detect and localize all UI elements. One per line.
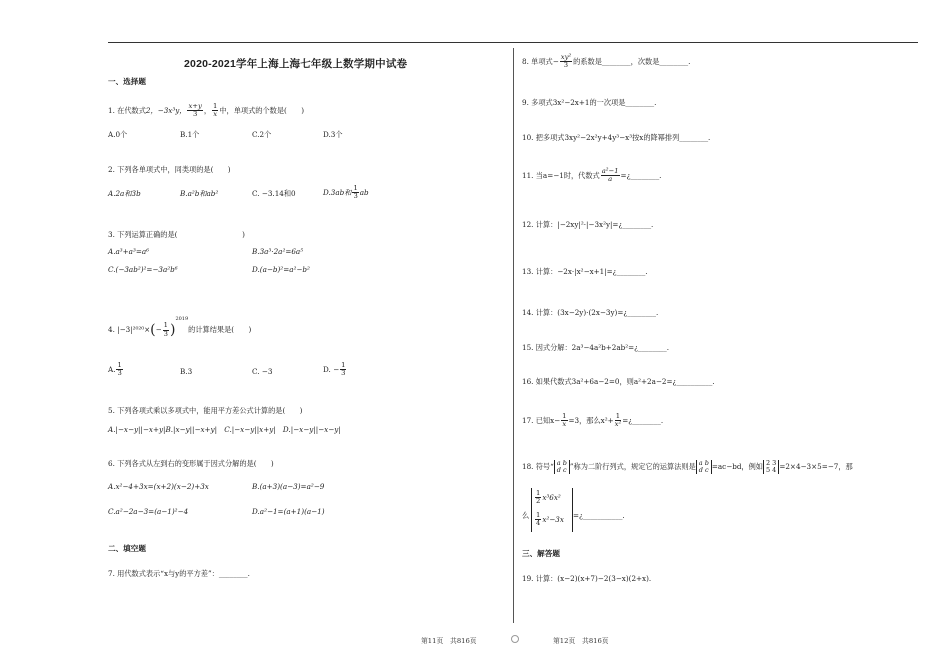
q1-prefix: 1. 在代数式: [108, 105, 146, 115]
question-15: 15. 因式分解：2a³−4a²b+2ab²=¿________.: [522, 343, 670, 352]
q18-example-row2: 5 4: [765, 465, 777, 474]
q18-det-row1-content: [534, 490, 561, 506]
q11-part1: 11. 当a=−1时，代数式: [522, 170, 600, 180]
section-heading-fill: 二、填空题: [108, 544, 146, 553]
q18-part3: =ac−bd，例如: [711, 461, 763, 471]
q2-option-a: A.2a和3b: [108, 189, 141, 198]
q18-part5: 么: [522, 511, 530, 520]
q1-frac1-den: 3: [192, 110, 198, 119]
q6-option-d: D.a²−1=(a+1)(a−1): [252, 507, 325, 516]
q4-frac-den: 3: [163, 329, 168, 338]
column-divider: [513, 48, 514, 623]
q1-suffix: 中，单项式的个数是( ): [219, 105, 305, 115]
q18-det-symbol: [554, 460, 570, 474]
q17-den1: x: [562, 420, 567, 429]
q2-d-part1: D.3ab和: [323, 187, 352, 197]
q1-frac-2: [212, 103, 218, 119]
q17-part3: =¿________.: [622, 415, 664, 425]
q1-frac-1: [187, 103, 202, 119]
q18-row2-num: 1: [536, 511, 541, 519]
question-7: 7. 用代数式表示“x与y的平方差”：________.: [108, 569, 250, 578]
q1-items: 2，−3x³y，: [145, 105, 187, 115]
footer-left-page: 第11页 共816页: [421, 637, 477, 645]
q17-part2: =3，那么x²+: [568, 415, 614, 425]
q3-option-c: C.(−3ab²)²=−3a²b⁶: [108, 265, 178, 274]
q8-frac: [560, 54, 572, 70]
q4-frac-num: 1: [163, 321, 168, 330]
question-2: 2. 下列各单项式中，同类项的是( ): [108, 165, 231, 174]
center-dot-icon: [511, 635, 519, 643]
q8-num: xy²: [560, 53, 572, 61]
q1-frac1-num: x+y: [188, 102, 202, 110]
q4-a-label: A.: [108, 364, 116, 374]
q4-close-paren: ): [169, 322, 176, 338]
q18-part2: ”称为二阶行列式，规定它的运算法则是: [569, 461, 696, 471]
q4-a-den: 3: [117, 369, 122, 378]
q17-part1: 17. 已知x−: [522, 415, 561, 425]
q18-row1-den: 2: [536, 497, 541, 506]
q4-option-b: B.3: [180, 367, 193, 376]
q18-det-row2: d c: [556, 465, 567, 474]
question-11: [522, 168, 661, 184]
q18-row2-den: 4: [536, 519, 541, 528]
q3-option-a: A.a³+a³=a⁶: [108, 247, 150, 256]
q11-num: a²−1: [601, 167, 619, 175]
q4-d-den: 3: [341, 369, 346, 378]
q1-option-d: D.3个: [323, 130, 343, 139]
q11-den: a: [608, 175, 613, 184]
q5-options: A.|−x−y||−x+y|B.|x−y||−x+y| C.|−x−y||x+y| D.|−x−y||−x−y|: [108, 425, 341, 434]
q2-d-frac: [352, 185, 358, 201]
q4-d-frac: [340, 362, 346, 378]
q2-option-b: B.a²b和ab²: [180, 189, 219, 198]
q4-exponent: 2019: [175, 315, 189, 322]
q4-frac: [163, 322, 169, 338]
q2-option-d: [323, 185, 369, 201]
question-9: 9. 多项式3x²−2x+1的一次项是________.: [522, 98, 657, 107]
q4-part1: 4. |−3|²⁰²⁰×: [108, 325, 151, 335]
q17-frac-2: [615, 413, 622, 429]
q1-frac2-den: x: [213, 110, 218, 119]
q2-option-c: C. −3.14和0: [252, 189, 296, 198]
question-5: 5. 下列各项式乘以多项式中，能用平方差公式计算的是( ): [108, 406, 303, 415]
q17-num1: 1: [562, 412, 567, 420]
q4-open-paren: (: [150, 322, 156, 338]
q18-row1-expr: x³6x²: [542, 492, 561, 502]
q8-den: 3: [563, 61, 569, 70]
q4-d-label: D. −: [323, 364, 340, 374]
q18-det-row2-content: [534, 512, 564, 528]
q3-option-d: D.(a−b)²=a²−b²: [252, 265, 310, 274]
section-heading-choice: 一、选择题: [108, 77, 146, 86]
question-19: 19. 计算：(x−2)(x+7)−2(3−x)(2+x).: [522, 574, 652, 583]
q6-option-b: B.(a+3)(a−3)=a²−9: [252, 482, 325, 491]
q18-row1-frac: [535, 490, 541, 506]
question-1: [108, 103, 304, 119]
footer-right-page: 第12页 共816页: [553, 637, 609, 645]
q11-frac: [601, 168, 620, 184]
q4-d-num: 1: [341, 361, 346, 369]
q1-option-a: A.0个: [108, 130, 128, 139]
q1-sep: ，: [203, 105, 212, 115]
q4-option-c: C. −3: [252, 367, 273, 376]
question-4: [108, 315, 252, 338]
question-16: 16. 如果代数式3a²+6a−2=0，则a²+2a−2=¿__________.: [522, 377, 715, 386]
question-17: [522, 413, 663, 429]
q2-d-num: 1: [353, 184, 358, 192]
q3-option-b: B.3a³·2a²=6a⁵: [252, 247, 304, 256]
section-heading-solve: 三、解答题: [522, 549, 560, 558]
question-18-line1: [522, 460, 853, 474]
q4-option-d: [323, 362, 347, 378]
q18-row1-num: 1: [536, 489, 541, 497]
q18-answer: =¿___________.: [573, 511, 625, 520]
q4-minus: −: [155, 325, 162, 335]
q1-option-b: B.1个: [180, 130, 200, 139]
q17-num2: 1: [615, 412, 621, 420]
top-rule: [108, 42, 918, 43]
question-6: 6. 下列各式从左到右的变形属于因式分解的是( ): [108, 459, 274, 468]
q17-den2: x²: [614, 420, 622, 429]
q11-part2: =¿________.: [620, 170, 662, 180]
q18-det-row1: a b: [556, 459, 567, 467]
q1-frac2-num: 1: [213, 102, 218, 110]
question-13: 13. 计算：−2x·|x²−x+1|=¿________.: [522, 267, 648, 276]
q18-row2-expr: x²−3x: [542, 514, 564, 524]
page-title: 2020-2021学年上海上海七年级上数学期中试卷: [184, 58, 408, 70]
q4-a-frac: [116, 362, 122, 378]
q18-example-row1: 2 3: [765, 459, 777, 467]
question-10: 10. 把多项式3xy²−2x²y+4y³−x³按x的降幂排列________.: [522, 133, 711, 142]
question-12: 12. 计算：|−2xy|²·|−3x²y|=¿________.: [522, 220, 654, 229]
q4-part2: 的计算结果是( ): [188, 325, 252, 335]
q6-option-a: A.x²−4+3x=(x+2)(x−2)+3x: [108, 482, 209, 491]
q8-part1: 8. 单项式−: [522, 56, 559, 66]
q2-d-part2: ab: [359, 187, 369, 197]
q4-option-a: [108, 362, 124, 378]
q4-a-num: 1: [117, 361, 122, 369]
q18-det-example: [763, 460, 779, 474]
q18-row2-frac: [535, 512, 541, 528]
q1-option-c: C.2个: [252, 130, 272, 139]
question-14: 14. 计算：(3x−2y)·(2x−3y)=¿________.: [522, 308, 659, 317]
q8-part2: 的系数是________，次数是________.: [573, 56, 691, 66]
q6-option-c: C.a²−2a−3=(a−1)²−4: [108, 507, 189, 516]
q18-part1: 18. 符号“: [522, 461, 554, 471]
question-3: 3. 下列运算正确的是( ): [108, 230, 245, 239]
question-8: [522, 54, 690, 70]
q18-det-rule: a b d c: [696, 460, 712, 474]
q17-frac-1: [561, 413, 567, 429]
q18-part4: =2×4−3×5=−7，那: [779, 461, 853, 471]
q2-d-den: 3: [353, 192, 358, 201]
